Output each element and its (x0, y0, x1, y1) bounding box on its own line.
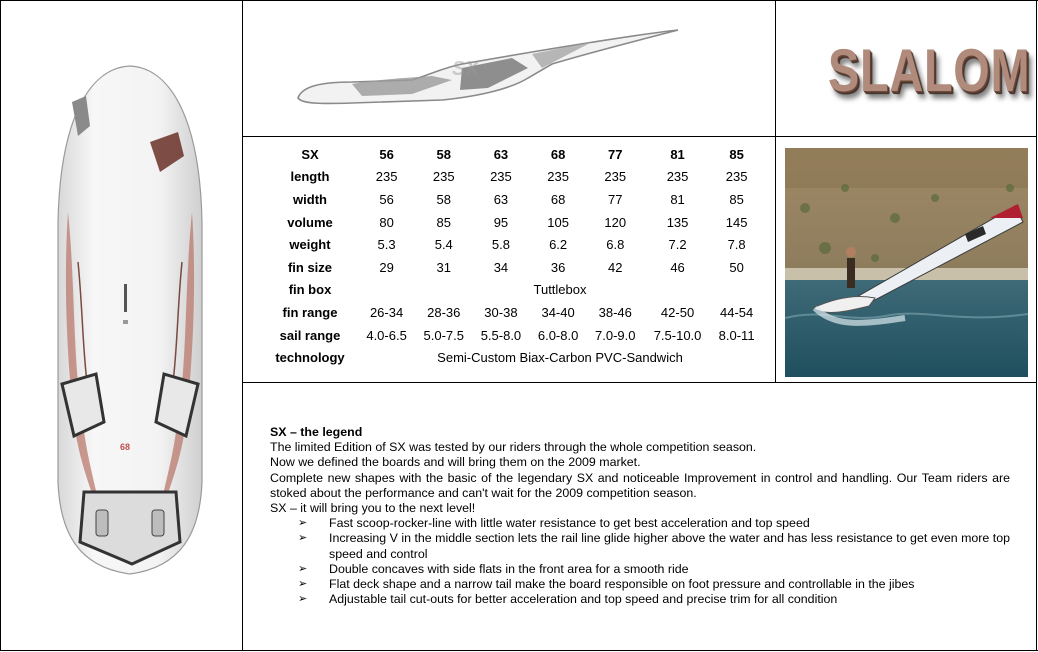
action-photo (785, 148, 1028, 377)
spec-row-sail-range-cell: 7.5-10.0 (653, 327, 702, 343)
spec-row-volume-cell: 95 (493, 214, 509, 230)
sx-logo (292, 28, 682, 106)
spec-row-length-cell: 235 (432, 169, 455, 185)
divider-header-row (242, 136, 1037, 137)
spec-row-weight-cell: 6.8 (606, 237, 625, 253)
spec-row-fin-range-cell: 30-38 (484, 304, 518, 320)
divider-right-column (775, 0, 776, 383)
spec-row-fin-box (262, 279, 762, 302)
arrow-bullet-icon: ➢ (298, 593, 308, 606)
arrow-bullet-icon: ➢ (298, 562, 308, 575)
spec-row-sail-range-label: sail range (279, 327, 341, 343)
board-image (54, 62, 206, 582)
spec-row-width-label: width (293, 191, 327, 207)
spec-row-volume (262, 211, 762, 234)
spec-row-length-cell: 235 (666, 169, 689, 185)
spec-row-fin-size-cell: 34 (493, 259, 509, 275)
divider-table-row (242, 382, 1037, 383)
spec-row-fin-box-label: fin box (288, 282, 332, 298)
spec-row-fin-range-cell: 26-34 (369, 304, 404, 320)
description-block (270, 425, 1010, 607)
feature-text: Double concaves with side flats in the front area for a smooth ride (329, 561, 689, 576)
spec-row-fin-size-cell: 29 (379, 259, 394, 275)
spec-header-row-cell: 85 (729, 146, 744, 162)
feature-list-item (270, 592, 1010, 607)
description-paragraph: Now we defined the boards and will bring them on the 2009 market. (270, 455, 641, 470)
frame-top (0, 0, 1038, 1)
spec-row-length (262, 166, 762, 189)
spec-row-sail-range-cell: 5.5-8.0 (480, 327, 522, 343)
spec-row-sail-range-cell: 6.0-8.0 (537, 327, 579, 343)
spec-row-length-label: length (290, 169, 330, 185)
windsurf-board-drawing (54, 62, 206, 582)
windsurfer-photo-drawing (785, 148, 1028, 377)
spec-row-fin-range-cell: 28-36 (427, 304, 461, 320)
feature-text: Fast scoop-rocker-line with little water resistance to get best acceleration and top speed (329, 516, 810, 531)
spec-row-fin-range-label: fin range (282, 304, 338, 320)
spec-row-technology-cell: Semi-Custom Biax-Carbon PVC-Sandwich (437, 350, 683, 366)
spec-row-weight-cell: 5.3 (377, 237, 396, 253)
spec-row-fin-range (262, 301, 762, 324)
spec-header-row-cell: 77 (608, 146, 623, 162)
spec-header-row (262, 143, 762, 166)
spec-row-weight-label: weight (289, 237, 331, 253)
feature-list-item (270, 562, 1010, 577)
spec-row-volume-cell: 145 (725, 214, 748, 230)
feature-text: Adjustable tail cut-outs for better acceleration and top speed and precise trim for all condition (329, 592, 838, 607)
spec-row-width-cell: 58 (436, 191, 451, 207)
spec-row-fin-size (262, 256, 762, 279)
spec-row-width-cell: 85 (729, 191, 744, 207)
feature-text: Increasing V in the middle section lets the rail line glide higher above the water and has less resistance to get even more top speed and control (329, 531, 1010, 561)
spec-row-fin-size-cell: 31 (436, 259, 451, 275)
spec-row-fin-range-cell: 44-54 (719, 304, 754, 320)
spec-row-fin-size-cell: 46 (670, 259, 685, 275)
spec-row-volume-cell: 120 (604, 214, 627, 230)
spec-row-volume-label: volume (287, 214, 333, 230)
spec-row-fin-box-cell: Tuttlebox (533, 282, 587, 298)
spec-row-weight-cell: 7.8 (727, 237, 746, 253)
spec-row-length-cell: 235 (490, 169, 512, 185)
spec-row-fin-range-cell: 38-46 (598, 304, 632, 320)
feature-list-item (270, 577, 1010, 592)
spec-row-volume-cell: 85 (436, 214, 451, 230)
spec-row-technology-label: technology (275, 350, 345, 366)
divider-board-column (242, 0, 243, 651)
spec-row-weight-cell: 7.2 (668, 237, 687, 253)
spec-row-sail-range (262, 324, 762, 347)
spec-row-fin-range-cell: 34-40 (541, 304, 575, 320)
specs-table (262, 143, 762, 369)
frame-bottom (0, 650, 1038, 651)
spec-header-row-cell: 56 (379, 146, 394, 162)
spec-row-fin-size-cell: 36 (550, 259, 566, 275)
feature-list-item (270, 516, 1010, 531)
sx-logo-text: SX (452, 58, 479, 80)
description-paragraph: The limited Edition of SX was tested by our riders through the whole competition season. (270, 440, 757, 455)
spec-row-volume-cell: 105 (547, 214, 569, 230)
spec-header-row-label: SX (301, 146, 319, 162)
sx-logo-drawing (292, 28, 682, 106)
spec-row-weight (262, 233, 762, 256)
arrow-bullet-icon: ➢ (298, 532, 308, 545)
spec-row-length-cell: 235 (725, 169, 748, 185)
frame-right (1036, 0, 1037, 651)
spec-row-fin-size-label: fin size (287, 259, 333, 275)
spec-header-row-cell: 81 (670, 146, 685, 162)
spec-row-length-cell: 235 (604, 169, 627, 185)
spec-row-fin-size-cell: 42 (608, 259, 623, 275)
spec-row-weight-cell: 5.8 (491, 237, 510, 253)
feature-text: Flat deck shape and a narrow tail make the board responsible on foot pressure and controllable in the jibes (329, 577, 915, 592)
spec-header-row-cell: 63 (493, 146, 509, 162)
spec-row-technology (262, 346, 762, 369)
spec-row-width-cell: 56 (379, 191, 394, 207)
category-title: SLALOM (828, 37, 1031, 104)
spec-header-row-cell: 58 (436, 146, 451, 162)
spec-row-width-cell: 63 (493, 191, 509, 207)
arrow-bullet-icon: ➢ (298, 517, 308, 530)
spec-row-volume-cell: 135 (666, 214, 689, 230)
spec-row-width (262, 188, 762, 211)
board-size-label: 68 (120, 442, 131, 452)
description-paragraph: SX – it will bring you to the next level! (270, 501, 476, 516)
spec-row-width-cell: 81 (670, 191, 685, 207)
spec-row-volume-cell: 80 (379, 214, 394, 230)
spec-row-sail-range-cell: 7.0-9.0 (595, 327, 636, 343)
spec-header-row-cell: 68 (550, 146, 566, 162)
arrow-bullet-icon: ➢ (298, 578, 308, 591)
description-paragraph: Complete new shapes with the basic of the legendary SX and noticeable Improvement in control and handling. Our Team riders are stoked about the performance and can't wait for the 2009 competition season. (270, 470, 1010, 500)
spec-row-sail-range-cell: 8.0-11 (718, 327, 755, 343)
frame-left (0, 0, 1, 651)
spec-row-weight-cell: 6.2 (549, 237, 568, 253)
spec-row-width-cell: 77 (608, 191, 623, 207)
spec-row-sail-range-cell: 4.0-6.5 (366, 327, 407, 343)
spec-row-length-cell: 235 (547, 169, 569, 185)
spec-row-length-cell: 235 (375, 169, 398, 185)
spec-row-fin-range-cell: 42-50 (660, 304, 695, 320)
spec-row-sail-range-cell: 5.0-7.5 (423, 327, 464, 343)
spec-row-weight-cell: 5.4 (434, 237, 453, 253)
spec-row-width-cell: 68 (550, 191, 566, 207)
feature-list (270, 516, 1010, 607)
description-heading: SX – the legend (270, 425, 363, 439)
spec-row-fin-size-cell: 50 (729, 259, 744, 275)
feature-list-item (270, 531, 1010, 561)
